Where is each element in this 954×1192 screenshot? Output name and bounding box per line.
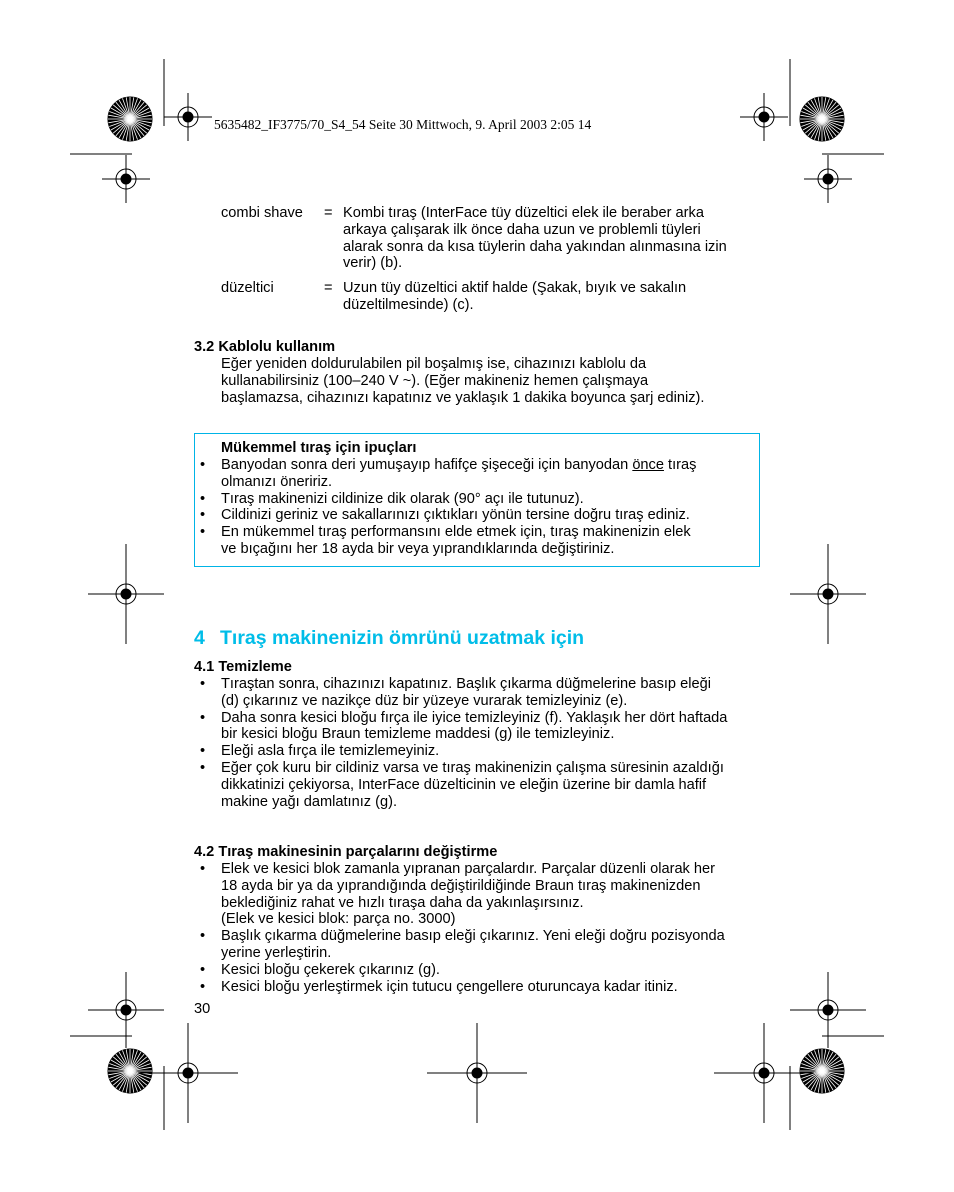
- list-item: [194, 676, 764, 710]
- list-line: Kesici bloğu yerleştirmek için tutucu çengellere oturuncaya kadar itiniz.: [221, 978, 678, 995]
- definition-term-combi-shave: combi shave: [221, 205, 303, 221]
- bullet: •: [200, 743, 206, 760]
- bullet: •: [200, 928, 206, 945]
- definition-equals: =: [324, 205, 333, 221]
- list-item: [194, 760, 764, 810]
- definition-line: Kombi tıraş (InterFace tüy düzeltici elek ile beraber arka: [343, 205, 704, 221]
- list-line: Eğer çok kuru bir cildiniz varsa ve tıraş makinenizin çalışma süresinin azaldığı: [221, 759, 724, 776]
- registration-dot: [183, 1068, 193, 1078]
- tip-underlined-word: önce: [632, 457, 664, 473]
- list-item: [194, 457, 764, 491]
- page-number: 30: [194, 1001, 211, 1017]
- registration-dot: [183, 112, 193, 122]
- tips-title: Mükemmel tıraş için ipuçları: [221, 440, 417, 456]
- tip-text: ve bıçağını her 18 ayda bir veya yıprandıklarında değiştiriniz.: [221, 540, 615, 557]
- definition-body-duzeltici: [343, 280, 763, 314]
- bullet: •: [200, 961, 206, 978]
- section-4-2-list: [194, 861, 764, 995]
- bullet: •: [200, 978, 206, 995]
- definition-line: arkaya çalışarak ilk önce daha uzun ve problemli tüyleri: [343, 221, 701, 238]
- tip-text: Cildinizi geriniz ve sakallarınızı çıktıkları yönün tersine doğru tıraş ediniz.: [221, 507, 690, 524]
- tip-text: Banyodan sonra deri yumuşayıp hafifçe şişeceği için banyodan: [221, 457, 633, 473]
- list-item: [194, 861, 764, 928]
- bullet: •: [200, 676, 206, 692]
- registration-dot: [823, 174, 833, 184]
- paragraph-line: Eğer yeniden doldurulabilen pil boşalmış ise, cihazınızı kablolu da: [221, 356, 647, 372]
- chapter-title: Tıraş makinenizin ömrünü uzatmak için: [220, 627, 585, 649]
- chapter-heading: [194, 627, 584, 650]
- list-line: Eleği asla fırça ile temizlemeyiniz.: [221, 743, 440, 760]
- tip-text: En mükemmel tıraş performansını elde etmek için, tıraş makinenizin elek: [221, 524, 691, 541]
- list-line: (d) çıkarınız ve nazikçe düz bir yüzeye vurarak temizleyiniz (e).: [221, 692, 628, 709]
- bullet: •: [200, 759, 206, 776]
- list-item: [194, 962, 764, 979]
- bullet: •: [200, 507, 206, 524]
- registration-dot: [121, 1005, 131, 1015]
- registration-dot: [121, 174, 131, 184]
- chapter-number: 4: [194, 627, 205, 649]
- list-item: [194, 979, 764, 996]
- tip-text: Tıraş makinenizi cildinize dik olarak (90° açı ile tutunuz).: [221, 490, 584, 507]
- section-heading-4-2: 4.2 Tıraş makinesinin parçalarını değiştirme: [194, 844, 498, 860]
- bullet: •: [200, 709, 206, 726]
- section-4-1-list: [194, 676, 764, 810]
- list-item: [194, 524, 764, 558]
- registration-dot: [759, 112, 769, 122]
- list-line: yerine yerleştirin.: [221, 944, 332, 961]
- list-line: Tıraştan sonra, cihazınızı kapatınız. Başlık çıkarma düğmelerine basıp eleği: [221, 676, 711, 692]
- definition-equals: =: [324, 280, 333, 296]
- section-heading-4-1: 4.1 Temizleme: [194, 659, 292, 675]
- registration-dot: [823, 1005, 833, 1015]
- list-item: [194, 507, 764, 524]
- section-3-2-paragraph: [221, 356, 761, 406]
- list-line: makine yağı damlatınız (g).: [221, 793, 398, 810]
- list-line: Başlık çıkarma düğmelerine basıp eleği çıkarınız. Yeni eleği doğru pozisyonda: [221, 928, 725, 945]
- bullet: •: [200, 457, 206, 473]
- tip-text: tıraş: [663, 457, 697, 473]
- list-line: (Elek ve kesici blok: parça no. 3000): [221, 911, 456, 928]
- definition-term-duzeltici: düzeltici: [221, 280, 274, 296]
- registration-dot: [759, 1068, 769, 1078]
- tips-list: [194, 457, 764, 558]
- list-item: [194, 743, 764, 760]
- registration-dot: [472, 1068, 482, 1078]
- print-header-line: 5635482_IF3775/70_S4_54 Seite 30 Mittwoch, 9. April 2003 2:05 14: [214, 117, 592, 132]
- bullet: •: [200, 524, 206, 541]
- definition-line: Uzun tüy düzeltici aktif halde (Şakak, bıyık ve sakalın: [343, 280, 687, 296]
- definition-body-combi-shave: [343, 205, 763, 272]
- bullet: •: [200, 861, 206, 877]
- section-heading-3-2: 3.2 Kablolu kullanım: [194, 339, 336, 355]
- list-line: Elek ve kesici blok zamanla yıpranan parçalardır. Parçalar düzenli olarak her: [221, 861, 715, 877]
- bullet: •: [200, 490, 206, 507]
- paragraph-line: kullanabilirsiniz (100–240 V ~). (Eğer makineniz hemen çalışmaya: [221, 372, 649, 389]
- list-line: Daha sonra kesici bloğu fırça ile iyice temizleyiniz (f). Yaklaşık her dört haftada: [221, 709, 728, 726]
- list-line: Kesici bloğu çekerek çıkarınız (g).: [221, 961, 440, 978]
- list-line: bir kesici bloğu Braun temizleme maddesi (g) ile temizleyiniz.: [221, 726, 615, 743]
- definition-line: düzeltilmesinde) (c).: [343, 296, 474, 313]
- paragraph-line: başlamazsa, cihazınızı kapatınız ve yaklaşık 1 dakika boyunca şarj ediniz).: [221, 389, 705, 406]
- list-line: 18 ayda bir ya da yıprandığında değiştirildiğinde Braun tıraş makinenizden: [221, 877, 701, 894]
- definition-line: alarak sonra da kısa tüylerin daha yakından alınmasına izin: [343, 238, 727, 255]
- tip-text: olmanızı öneririz.: [221, 473, 333, 490]
- list-line: beklediğiniz rahat ve hızlı tıraşa daha da yakınlaşırsınız.: [221, 894, 584, 911]
- list-item: [194, 491, 764, 508]
- list-item: [194, 710, 764, 744]
- list-line: dikkatinizi çekiyorsa, InterFace düzelticinin ve eleğin üzerine bir damla hafif: [221, 776, 707, 793]
- list-item: [194, 928, 764, 962]
- definition-line: verir) (b).: [343, 255, 403, 272]
